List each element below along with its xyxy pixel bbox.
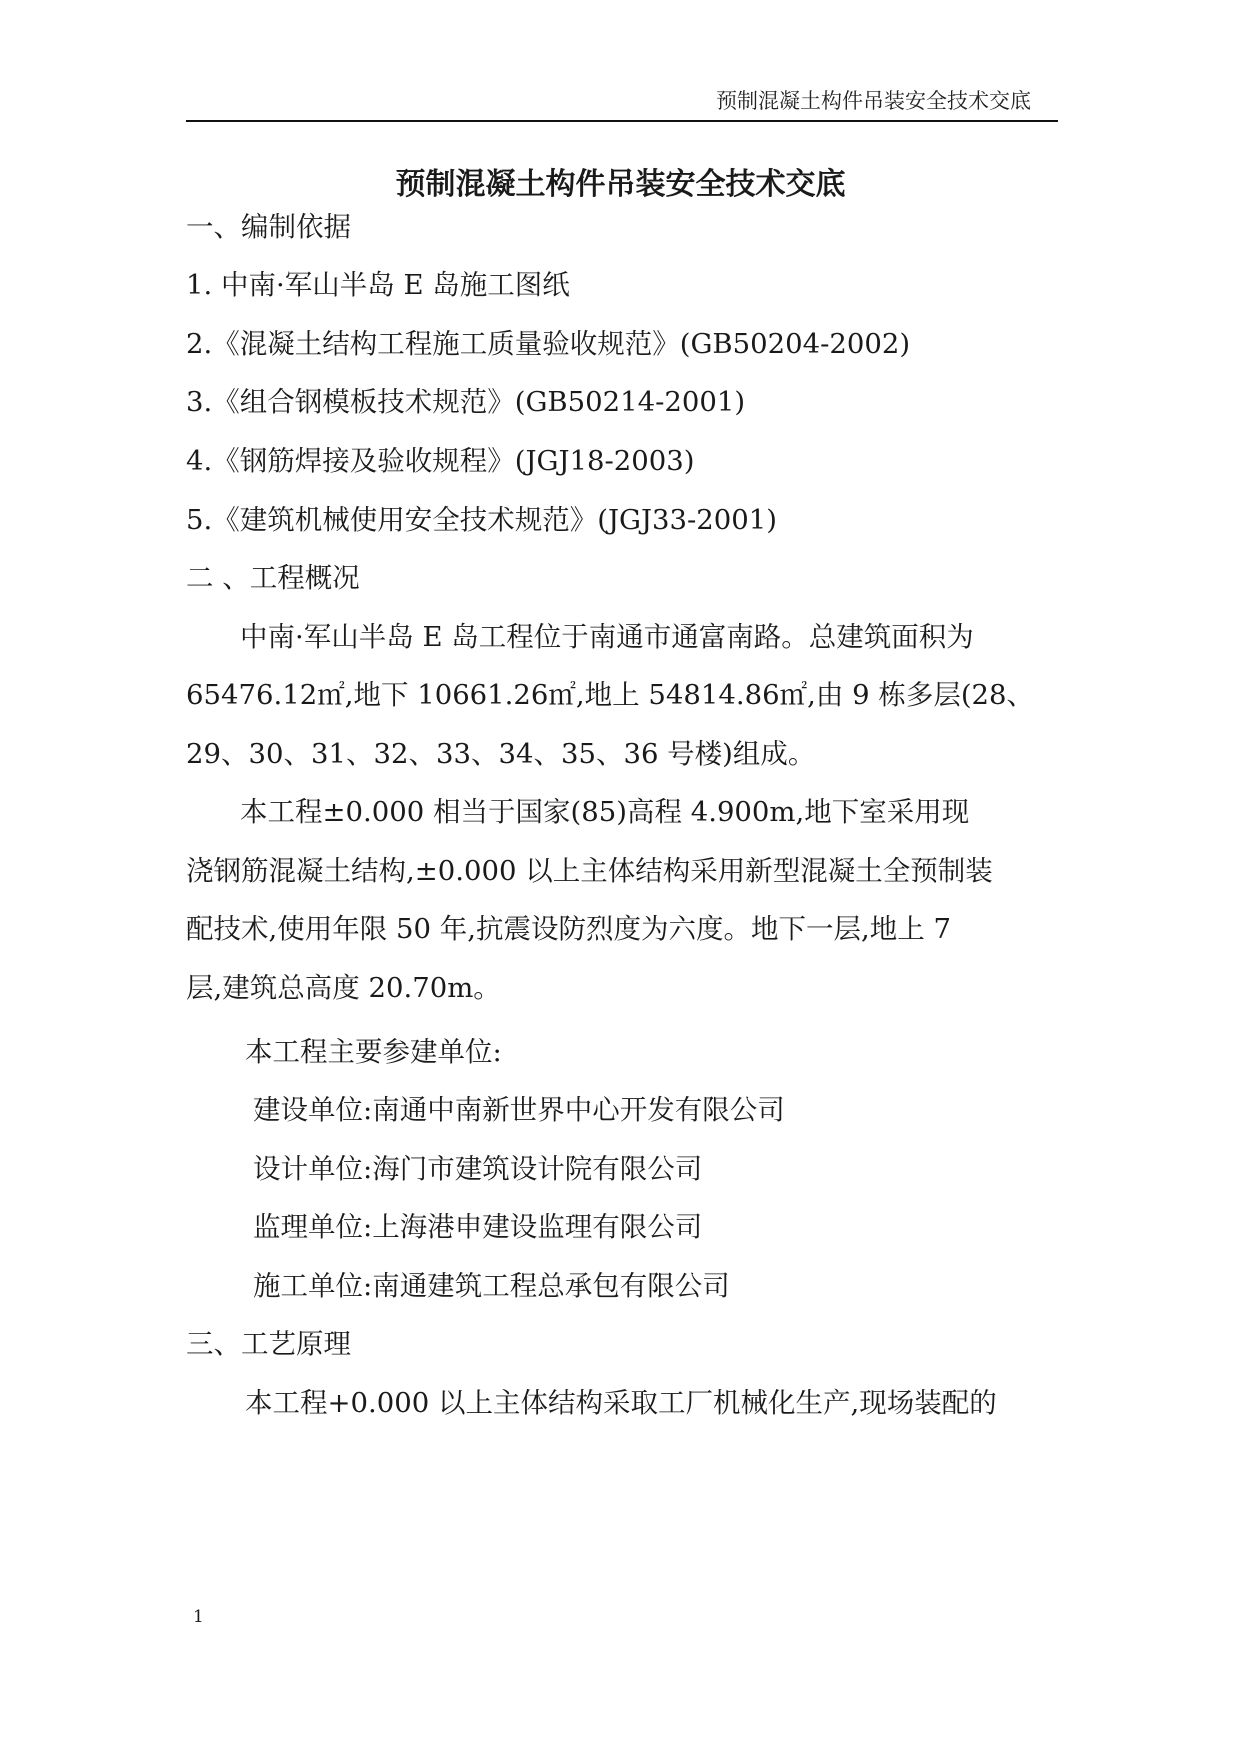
overview-paragraph-line: 中南·军山半岛 E 岛工程位于南通市通富南路。总建筑面积为 — [240, 621, 974, 653]
participant-line: 监理单位:上海港申建设监理有限公司 — [253, 1211, 703, 1243]
overview-paragraph-line: 层,建筑总高度 20.70m。 — [186, 972, 501, 1004]
basis-item: 5.《建筑机械使用安全技术规范》(JGJ33-2001) — [186, 504, 777, 536]
basis-item: 4.《钢筋焊接及验收规程》(JGJ18-2003) — [186, 445, 695, 477]
principle-paragraph-line: 本工程+0.000 以上主体结构采取工厂机械化生产,现场装配的 — [245, 1387, 997, 1419]
overview-paragraph-line: 浇钢筋混凝土结构,±0.000 以上主体结构采用新型混凝土全预制装 — [186, 855, 993, 887]
participant-line: 建设单位:南通中南新世界中心开发有限公司 — [253, 1094, 785, 1126]
header-divider — [186, 120, 1058, 122]
section-heading-overview: 二 、工程概况 — [186, 562, 360, 594]
section-heading-basis: 一、编制依据 — [186, 211, 351, 243]
document-title: 预制混凝土构件吊装安全技术交底 — [395, 167, 846, 202]
overview-paragraph-line: 65476.12㎡,地下 10661.26㎡,地上 54814.86㎡,由 9 栋多层(28、 — [186, 679, 1035, 711]
overview-paragraph-line: 29、30、31、32、33、34、35、36 号楼)组成。 — [186, 738, 816, 770]
basis-item: 3.《组合钢模板技术规范》(GB50214-2001) — [186, 386, 746, 418]
overview-paragraph-line: 配技术,使用年限 50 年,抗震设防烈度为六度。地下一层,地上 7 — [186, 913, 951, 945]
participant-line: 设计单位:海门市建筑设计院有限公司 — [253, 1153, 703, 1185]
basis-item: 2.《混凝土结构工程施工质量验收规范》(GB50204-2002) — [186, 328, 911, 360]
section-heading-principle: 三、工艺原理 — [186, 1328, 351, 1360]
running-header: 预制混凝土构件吊装安全技术交底 — [716, 89, 1031, 113]
participant-line: 施工单位:南通建筑工程总承包有限公司 — [253, 1270, 730, 1302]
participants-intro: 本工程主要参建单位: — [245, 1036, 502, 1068]
basis-item: 1. 中南·军山半岛 E 岛施工图纸 — [186, 269, 570, 301]
page-number: 1 — [193, 1607, 204, 1627]
overview-paragraph-line: 本工程±0.000 相当于国家(85)高程 4.900m,地下室采用现 — [240, 796, 970, 828]
